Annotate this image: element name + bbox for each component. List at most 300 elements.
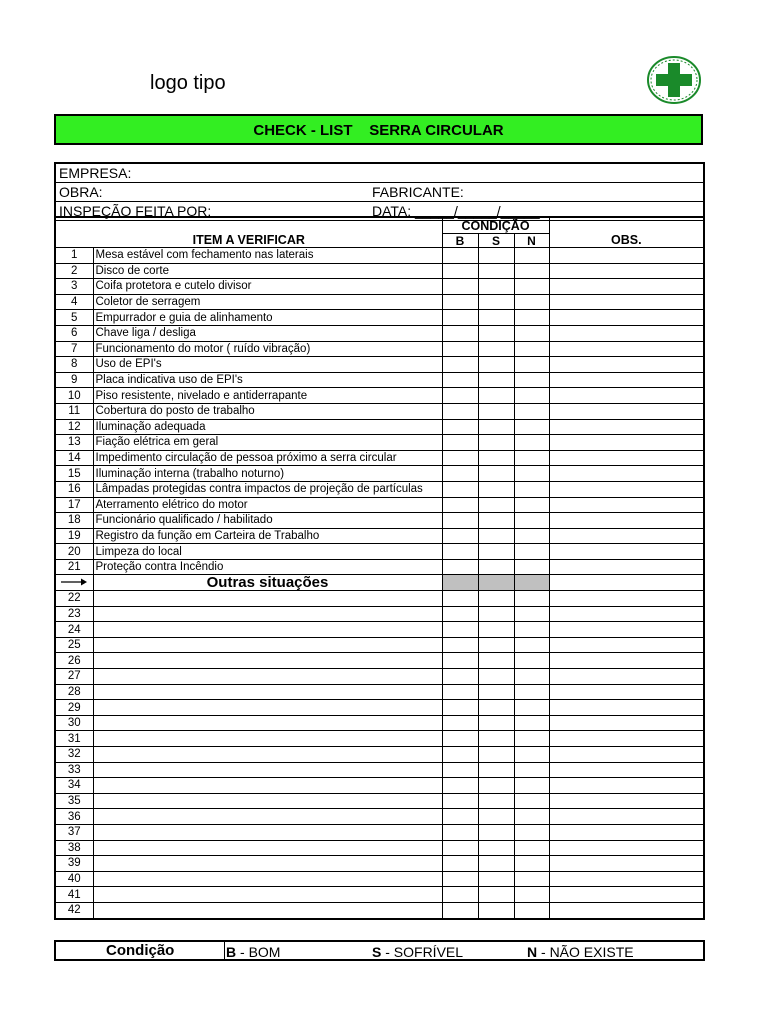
table-row bbox=[55, 372, 704, 388]
table-row bbox=[55, 762, 704, 778]
first-aid-cross-icon bbox=[646, 55, 702, 105]
obs-cell bbox=[549, 388, 704, 404]
n-cell bbox=[514, 591, 549, 607]
inspecao-label: INSPEÇÃO FEITA POR: bbox=[59, 203, 212, 219]
s-cell bbox=[478, 622, 514, 638]
n-cell bbox=[514, 263, 549, 279]
b-cell bbox=[442, 840, 478, 856]
table-row bbox=[55, 263, 704, 279]
item-text: Registro da função em Carteira de Trabalho bbox=[93, 528, 442, 544]
obs-cell bbox=[549, 591, 704, 607]
table-row bbox=[55, 856, 704, 872]
obs-cell bbox=[549, 403, 704, 419]
b-cell bbox=[442, 871, 478, 887]
s-cell bbox=[478, 637, 514, 653]
s-cell bbox=[478, 248, 514, 264]
obs-cell bbox=[549, 793, 704, 809]
b-cell bbox=[442, 544, 478, 560]
item-text bbox=[93, 637, 442, 653]
fabricante-label: FABRICANTE: bbox=[372, 184, 464, 200]
b-cell bbox=[442, 700, 478, 716]
legend-b: B - BOM bbox=[226, 944, 281, 960]
item-number: 27 bbox=[55, 669, 93, 685]
item-text: Funcionário qualificado / habilitado bbox=[93, 513, 442, 529]
item-number: 15 bbox=[55, 466, 93, 482]
s-cell bbox=[478, 325, 514, 341]
table-row bbox=[55, 435, 704, 451]
item-text: Proteção contra Incêndio bbox=[93, 559, 442, 575]
obs-cell bbox=[549, 575, 704, 591]
item-number: 4 bbox=[55, 294, 93, 310]
b-cell bbox=[442, 809, 478, 825]
item-number: 13 bbox=[55, 435, 93, 451]
s-cell bbox=[478, 403, 514, 419]
n-cell bbox=[514, 372, 549, 388]
b-cell bbox=[442, 403, 478, 419]
s-cell bbox=[478, 372, 514, 388]
b-cell bbox=[442, 528, 478, 544]
item-text: Fiação elétrica em geral bbox=[93, 435, 442, 451]
b-cell bbox=[442, 902, 478, 918]
item-number: 8 bbox=[55, 357, 93, 373]
s-cell bbox=[478, 419, 514, 435]
item-text: Funcionamento do motor ( ruído vibração) bbox=[93, 341, 442, 357]
item-number: 40 bbox=[55, 871, 93, 887]
item-number: 5 bbox=[55, 310, 93, 326]
item-number: 23 bbox=[55, 606, 93, 622]
s-cell bbox=[478, 902, 514, 918]
item-number: 18 bbox=[55, 513, 93, 529]
n-cell bbox=[514, 357, 549, 373]
n-cell bbox=[514, 637, 549, 653]
b-cell bbox=[442, 669, 478, 685]
s-cell bbox=[478, 263, 514, 279]
table-row bbox=[55, 279, 704, 295]
table-row bbox=[55, 248, 704, 264]
item-number: 22 bbox=[55, 591, 93, 607]
item-number: 11 bbox=[55, 403, 93, 419]
item-number: 26 bbox=[55, 653, 93, 669]
obra-row bbox=[56, 183, 703, 202]
obs-cell bbox=[549, 637, 704, 653]
n-cell bbox=[514, 575, 549, 591]
table-row bbox=[55, 294, 704, 310]
s-cell bbox=[478, 856, 514, 872]
obs-cell bbox=[549, 263, 704, 279]
n-cell bbox=[514, 310, 549, 326]
item-number: 21 bbox=[55, 559, 93, 575]
item-number: 36 bbox=[55, 809, 93, 825]
obs-cell bbox=[549, 840, 704, 856]
obs-cell bbox=[549, 435, 704, 451]
b-cell bbox=[442, 559, 478, 575]
s-cell bbox=[478, 481, 514, 497]
n-cell bbox=[514, 450, 549, 466]
obs-cell bbox=[549, 513, 704, 529]
data-label: DATA: _____/_____/_____ bbox=[372, 203, 540, 219]
obra-label: OBRA: bbox=[59, 184, 103, 200]
obs-cell bbox=[549, 824, 704, 840]
obs-cell bbox=[549, 341, 704, 357]
item-number: 31 bbox=[55, 731, 93, 747]
obs-cell bbox=[549, 372, 704, 388]
n-cell bbox=[514, 341, 549, 357]
obs-cell bbox=[549, 747, 704, 763]
logo-placeholder-text: logo tipo bbox=[150, 72, 226, 94]
item-number: 28 bbox=[55, 684, 93, 700]
table-row bbox=[55, 840, 704, 856]
item-text bbox=[93, 622, 442, 638]
n-cell bbox=[514, 715, 549, 731]
item-number: 37 bbox=[55, 824, 93, 840]
n-cell bbox=[514, 248, 549, 264]
b-cell bbox=[442, 248, 478, 264]
table-row bbox=[55, 466, 704, 482]
item-text: Coifa protetora e cutelo divisor bbox=[93, 279, 442, 295]
b-cell bbox=[442, 279, 478, 295]
item-text: Mesa estável com fechamento nas laterais bbox=[93, 248, 442, 264]
item-text: Aterramento elétrico do motor bbox=[93, 497, 442, 513]
item-text: Uso de EPI's bbox=[93, 357, 442, 373]
table-row bbox=[55, 871, 704, 887]
s-cell bbox=[478, 731, 514, 747]
n-cell bbox=[514, 793, 549, 809]
item-text bbox=[93, 824, 442, 840]
table-row bbox=[55, 544, 704, 560]
item-number: 24 bbox=[55, 622, 93, 638]
b-cell bbox=[442, 450, 478, 466]
item-text bbox=[93, 871, 442, 887]
s-cell bbox=[478, 357, 514, 373]
s-cell bbox=[478, 684, 514, 700]
b-cell bbox=[442, 606, 478, 622]
table-row bbox=[55, 513, 704, 529]
table-row bbox=[55, 450, 704, 466]
b-cell bbox=[442, 294, 478, 310]
n-cell bbox=[514, 778, 549, 794]
n-cell bbox=[514, 809, 549, 825]
item-number: 41 bbox=[55, 887, 93, 903]
s-header: S bbox=[478, 234, 514, 248]
obs-cell bbox=[549, 669, 704, 685]
obs-cell bbox=[549, 497, 704, 513]
table-row bbox=[55, 653, 704, 669]
item-text: Piso resistente, nivelado e antiderrapante bbox=[93, 388, 442, 404]
item-text bbox=[93, 684, 442, 700]
n-cell bbox=[514, 856, 549, 872]
table-row bbox=[55, 637, 704, 653]
obs-cell bbox=[549, 528, 704, 544]
item-text bbox=[93, 902, 442, 918]
table-row bbox=[55, 403, 704, 419]
table-row bbox=[55, 341, 704, 357]
s-cell bbox=[478, 575, 514, 591]
obs-cell bbox=[549, 294, 704, 310]
item-number: 20 bbox=[55, 544, 93, 560]
b-cell bbox=[442, 684, 478, 700]
outras-label: Outras situações bbox=[93, 575, 442, 591]
obs-cell bbox=[549, 544, 704, 560]
table-row bbox=[55, 528, 704, 544]
item-text bbox=[93, 669, 442, 685]
obs-cell bbox=[549, 606, 704, 622]
s-cell bbox=[478, 887, 514, 903]
obs-cell bbox=[549, 419, 704, 435]
s-cell bbox=[478, 840, 514, 856]
item-text bbox=[93, 731, 442, 747]
obs-cell bbox=[549, 778, 704, 794]
item-text bbox=[93, 606, 442, 622]
b-cell bbox=[442, 263, 478, 279]
b-cell bbox=[442, 310, 478, 326]
obs-cell bbox=[549, 700, 704, 716]
table-row bbox=[55, 606, 704, 622]
item-text bbox=[93, 778, 442, 794]
item-text: Lâmpadas protegidas contra impactos de projeção de partículas bbox=[93, 481, 442, 497]
n-header: N bbox=[514, 234, 549, 248]
s-cell bbox=[478, 793, 514, 809]
b-cell bbox=[442, 575, 478, 591]
obs-cell bbox=[549, 731, 704, 747]
item-text bbox=[93, 715, 442, 731]
s-cell bbox=[478, 559, 514, 575]
item-text: Impedimento circulação de pessoa próximo a serra circular bbox=[93, 450, 442, 466]
b-cell bbox=[442, 793, 478, 809]
table-row bbox=[55, 622, 704, 638]
n-cell bbox=[514, 294, 549, 310]
s-cell bbox=[478, 450, 514, 466]
empresa-row bbox=[56, 164, 703, 183]
b-header: B bbox=[442, 234, 478, 248]
b-cell bbox=[442, 591, 478, 607]
b-cell bbox=[442, 325, 478, 341]
b-cell bbox=[442, 481, 478, 497]
obs-cell bbox=[549, 622, 704, 638]
s-cell bbox=[478, 341, 514, 357]
item-text bbox=[93, 591, 442, 607]
s-cell bbox=[478, 871, 514, 887]
arrow-icon bbox=[55, 575, 93, 591]
table-row bbox=[55, 793, 704, 809]
item-number: 30 bbox=[55, 715, 93, 731]
obs-cell bbox=[549, 762, 704, 778]
b-cell bbox=[442, 341, 478, 357]
n-cell bbox=[514, 700, 549, 716]
b-cell bbox=[442, 372, 478, 388]
s-cell bbox=[478, 762, 514, 778]
s-cell bbox=[478, 700, 514, 716]
s-cell bbox=[478, 747, 514, 763]
item-number: 6 bbox=[55, 325, 93, 341]
legend-bar bbox=[54, 940, 705, 961]
s-cell bbox=[478, 653, 514, 669]
info-section bbox=[54, 162, 705, 221]
item-text bbox=[93, 747, 442, 763]
item-text: Cobertura do posto de trabalho bbox=[93, 403, 442, 419]
legend-divider bbox=[224, 942, 225, 959]
table-row bbox=[55, 715, 704, 731]
table-row bbox=[55, 778, 704, 794]
n-cell bbox=[514, 887, 549, 903]
item-number: 10 bbox=[55, 388, 93, 404]
n-cell bbox=[514, 669, 549, 685]
table-row bbox=[55, 824, 704, 840]
s-cell bbox=[478, 591, 514, 607]
s-cell bbox=[478, 669, 514, 685]
obs-cell bbox=[549, 887, 704, 903]
n-cell bbox=[514, 840, 549, 856]
table-row bbox=[55, 497, 704, 513]
n-cell bbox=[514, 871, 549, 887]
item-text bbox=[93, 762, 442, 778]
item-number: 16 bbox=[55, 481, 93, 497]
item-header: ITEM A VERIFICAR bbox=[55, 217, 442, 248]
table-row bbox=[55, 591, 704, 607]
n-cell bbox=[514, 497, 549, 513]
b-cell bbox=[442, 388, 478, 404]
condicao-header: CONDIÇÃO bbox=[442, 217, 549, 234]
s-cell bbox=[478, 715, 514, 731]
obs-cell bbox=[549, 357, 704, 373]
table-row bbox=[55, 325, 704, 341]
b-cell bbox=[442, 887, 478, 903]
table-row bbox=[55, 388, 704, 404]
item-text: Coletor de serragem bbox=[93, 294, 442, 310]
n-cell bbox=[514, 403, 549, 419]
obs-cell bbox=[549, 559, 704, 575]
item-number: 32 bbox=[55, 747, 93, 763]
item-text: Iluminação interna (trabalho noturno) bbox=[93, 466, 442, 482]
s-cell bbox=[478, 544, 514, 560]
item-text: Placa indicativa uso de EPI's bbox=[93, 372, 442, 388]
item-number: 2 bbox=[55, 263, 93, 279]
s-cell bbox=[478, 528, 514, 544]
b-cell bbox=[442, 419, 478, 435]
obs-cell bbox=[549, 653, 704, 669]
item-number: 1 bbox=[55, 248, 93, 264]
obs-cell bbox=[549, 715, 704, 731]
item-number: 14 bbox=[55, 450, 93, 466]
n-cell bbox=[514, 622, 549, 638]
table-row bbox=[55, 731, 704, 747]
b-cell bbox=[442, 731, 478, 747]
s-cell bbox=[478, 388, 514, 404]
item-text bbox=[93, 809, 442, 825]
b-cell bbox=[442, 466, 478, 482]
b-cell bbox=[442, 653, 478, 669]
b-cell bbox=[442, 747, 478, 763]
item-number: 19 bbox=[55, 528, 93, 544]
obs-cell bbox=[549, 871, 704, 887]
n-cell bbox=[514, 731, 549, 747]
empresa-label: EMPRESA: bbox=[59, 165, 132, 181]
page-title: CHECK - LIST SERRA CIRCULAR bbox=[54, 114, 703, 145]
b-cell bbox=[442, 824, 478, 840]
obs-cell bbox=[549, 279, 704, 295]
obs-header: OBS. bbox=[549, 217, 704, 248]
s-cell bbox=[478, 497, 514, 513]
table-row bbox=[55, 481, 704, 497]
obs-cell bbox=[549, 248, 704, 264]
obs-cell bbox=[549, 684, 704, 700]
item-number: 33 bbox=[55, 762, 93, 778]
n-cell bbox=[514, 325, 549, 341]
item-text bbox=[93, 856, 442, 872]
item-text bbox=[93, 700, 442, 716]
table-row bbox=[55, 700, 704, 716]
obs-cell bbox=[549, 450, 704, 466]
item-number: 35 bbox=[55, 793, 93, 809]
s-cell bbox=[478, 824, 514, 840]
item-text: Chave liga / desliga bbox=[93, 325, 442, 341]
n-cell bbox=[514, 762, 549, 778]
table-row bbox=[55, 684, 704, 700]
n-cell bbox=[514, 466, 549, 482]
n-cell bbox=[514, 544, 549, 560]
n-cell bbox=[514, 902, 549, 918]
n-cell bbox=[514, 747, 549, 763]
item-text bbox=[93, 653, 442, 669]
b-cell bbox=[442, 778, 478, 794]
item-text bbox=[93, 887, 442, 903]
b-cell bbox=[442, 435, 478, 451]
n-cell bbox=[514, 435, 549, 451]
item-number: 17 bbox=[55, 497, 93, 513]
n-cell bbox=[514, 279, 549, 295]
s-cell bbox=[478, 606, 514, 622]
item-text bbox=[93, 793, 442, 809]
table-row bbox=[55, 669, 704, 685]
b-cell bbox=[442, 513, 478, 529]
item-text: Iluminação adequada bbox=[93, 419, 442, 435]
item-number: 29 bbox=[55, 700, 93, 716]
n-cell bbox=[514, 419, 549, 435]
table-row bbox=[55, 419, 704, 435]
obs-cell bbox=[549, 902, 704, 918]
item-number: 12 bbox=[55, 419, 93, 435]
n-cell bbox=[514, 653, 549, 669]
checklist-table bbox=[54, 216, 705, 920]
item-number: 42 bbox=[55, 902, 93, 918]
s-cell bbox=[478, 513, 514, 529]
n-cell bbox=[514, 481, 549, 497]
item-number: 34 bbox=[55, 778, 93, 794]
n-cell bbox=[514, 513, 549, 529]
s-cell bbox=[478, 435, 514, 451]
b-cell bbox=[442, 497, 478, 513]
obs-cell bbox=[549, 466, 704, 482]
item-number: 9 bbox=[55, 372, 93, 388]
n-cell bbox=[514, 559, 549, 575]
s-cell bbox=[478, 279, 514, 295]
item-text: Disco de corte bbox=[93, 263, 442, 279]
b-cell bbox=[442, 622, 478, 638]
obs-cell bbox=[549, 856, 704, 872]
n-cell bbox=[514, 824, 549, 840]
table-row bbox=[55, 902, 704, 918]
legend-s: S - SOFRÍVEL bbox=[372, 944, 464, 960]
b-cell bbox=[442, 637, 478, 653]
n-cell bbox=[514, 528, 549, 544]
legend-title: Condição bbox=[106, 942, 175, 959]
s-cell bbox=[478, 310, 514, 326]
item-text: Empurrador e guia de alinhamento bbox=[93, 310, 442, 326]
table-row bbox=[55, 747, 704, 763]
table-row bbox=[55, 357, 704, 373]
item-number: 25 bbox=[55, 637, 93, 653]
obs-cell bbox=[549, 310, 704, 326]
item-number: 3 bbox=[55, 279, 93, 295]
